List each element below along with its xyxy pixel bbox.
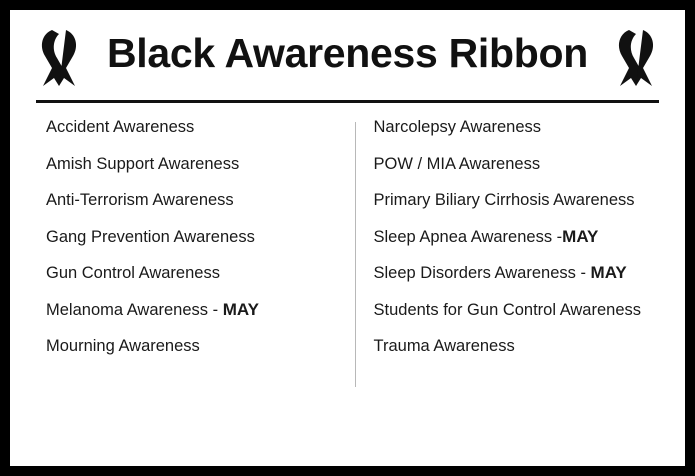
list-item bbox=[46, 337, 348, 355]
list-item-label: Sleep Disorders Awareness - bbox=[373, 264, 591, 282]
list-item-label: Accident Awareness bbox=[46, 118, 195, 136]
list-item-label: Gang Prevention Awareness bbox=[46, 227, 255, 246]
list-item-label: Melanoma Awareness - bbox=[46, 300, 223, 319]
list-item-label: Primary Biliary Cirrhosis Awareness bbox=[373, 191, 635, 209]
list-item-label: Mourning Awareness bbox=[46, 337, 200, 355]
list-item-month: MAY bbox=[590, 263, 627, 282]
awareness-lists bbox=[10, 118, 685, 374]
list-item bbox=[374, 337, 686, 355]
page-title: Black Awareness Ribbon bbox=[106, 30, 589, 76]
list-item bbox=[46, 228, 348, 246]
list-item-label: Amish Support Awareness bbox=[46, 154, 240, 173]
list-item-label: Sleep Apnea Awareness - bbox=[373, 227, 563, 246]
list-item-label: Anti-Terrorism Awareness bbox=[46, 191, 234, 209]
list-item bbox=[46, 264, 348, 282]
list-item bbox=[374, 191, 686, 209]
list-item bbox=[374, 301, 686, 319]
list-item-month: MAY bbox=[222, 299, 259, 319]
awareness-column-left bbox=[10, 118, 348, 374]
list-item bbox=[374, 228, 686, 246]
header-divider bbox=[36, 100, 659, 103]
poster-card bbox=[10, 10, 685, 466]
awareness-column-right bbox=[348, 118, 686, 374]
list-item bbox=[374, 118, 686, 136]
list-item bbox=[46, 301, 348, 319]
list-item bbox=[46, 155, 348, 173]
ribbon-icon bbox=[609, 28, 663, 88]
list-item-label: POW / MIA Awareness bbox=[373, 154, 541, 173]
list-item bbox=[374, 155, 686, 173]
list-item-month: MAY bbox=[562, 226, 599, 246]
list-item bbox=[46, 118, 348, 136]
list-item-label: Students for Gun Control Awareness bbox=[373, 300, 642, 319]
poster-header bbox=[10, 10, 685, 96]
list-item bbox=[374, 264, 686, 282]
list-item-label: Trauma Awareness bbox=[373, 337, 515, 355]
list-item-label: Narcolepsy Awareness bbox=[373, 118, 542, 136]
list-item bbox=[46, 191, 348, 209]
list-item-label: Gun Control Awareness bbox=[46, 264, 220, 282]
